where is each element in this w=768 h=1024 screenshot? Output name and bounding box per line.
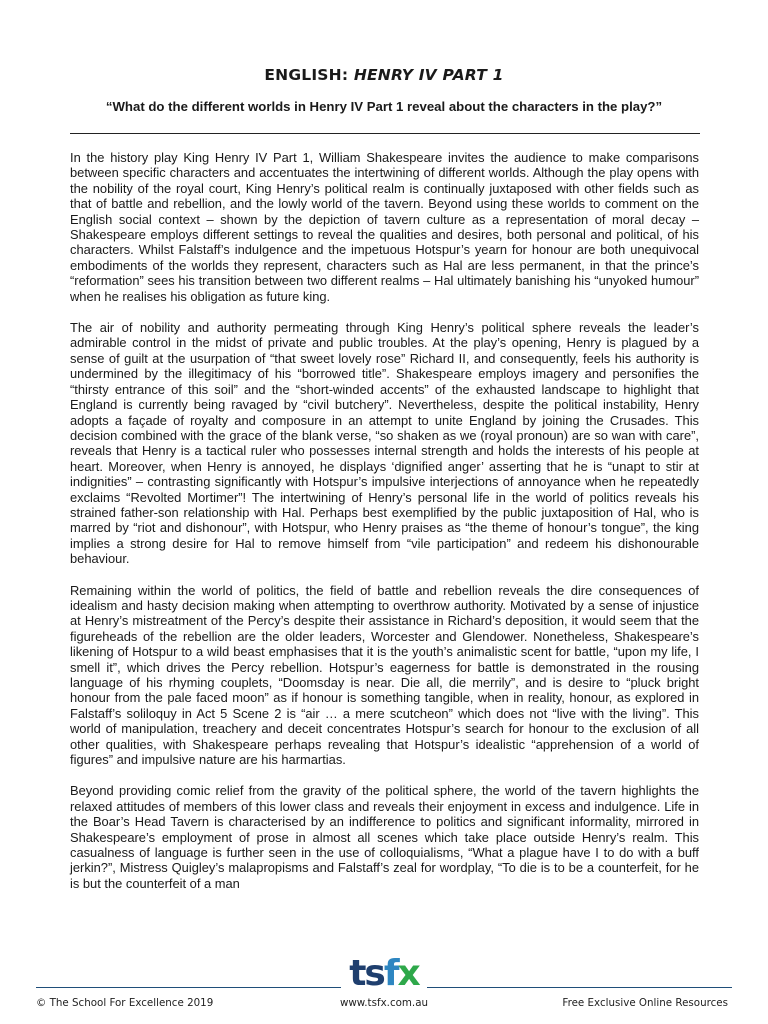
essay-body [70,150,699,907]
logo-part-x: x [397,953,419,994]
document-title [0,66,768,84]
footer-website-link[interactable]: www.tsfx.com.au [339,997,429,1009]
essay-question: “What do the different worlds in Henry IV Part 1 reveal about the characters in the play?” [105,99,663,114]
title-prefix: ENGLISH: [264,66,354,84]
paragraph-3: Remaining within the world of politics, the field of battle and rebellion reveals the dire consequences of idealism and hasty decision making when attempting to overthrow authority. Motivated by a sense of injustice at Henry’s mistreatment of the Percy’s despite their assistance in Richard’s deposition, it would seem that the figureheads of the rebellion are the older leaders, Worcester and Glendower. Nonetheless, Shakespeare’s likening of Hotspur to a wild beast emphasises that it is the youth’s animalistic scent for battle, “upon my life, I smell it”, which drives the Percy rebellion. Hotspur’s eagerness for battle is demonstrated in the rousing language of his rhyming couplets, “Doomsday is near. Die all, die merrily”, and is desire to “pluck bright honour from the pale faced moon” as if honour is something tangible, when in reality, honour, as explored in Falstaff’s soliloquy in Act 5 Scene 2 is “air … a mere scutcheon” which does not “live with the living”. This world of manipulation, treachery and deceit concentrates Hotspur’s search for honour to the exclusion of all other qualities, with Shakespeare perhaps revealing that Hotspur’s idealistic “apprehension of a world of figures” and impulsive nature are his harmartias. [70,582,699,768]
header-divider [70,133,700,134]
tsfx-logo [341,954,427,994]
footer-resources: Free Exclusive Online Resources [562,997,728,1009]
paragraph-4: Beyond providing comic relief from the gravity of the political sphere, the world of the tavern highlights the relaxed attitudes of members of this lower class and reveals their enjoyment in excess and indulgence. Life in the Boar’s Head Tavern is characterised by an indifference to politics and significant informality, mirrored in Shakespeare’s employment of prose in almost all scenes which take place outside Henry’s realm. This casualness of language is further seen in the use of colloquialisms, “What a plague have I to do with a buff jerkin?”, Mistress Quigley’s malapropisms and Falstaff’s zeal for wordplay, “To die is to be a counterfeit, for he is but the counterfeit of a man [70,783,699,891]
paragraph-1: In the history play King Henry IV Part 1, William Shakespeare invites the audience to make comparisons between specific characters and accentuates the intertwining of different worlds. Although the play opens with the nobility of the royal court, King Henry’s political realm is continually juxtaposed with other fields such as that of battle and rebellion, and the lowly world of the tavern. Beyond using these worlds to comment on the English social context – shown by the depiction of tavern culture as a representation of moral decay – Shakespeare employs different settings to reveal the qualities and desires, both personal and political, of his characters. Whilst Falstaff’s indulgence and the impetuous Hotspur’s yearn for honour are both unequivocal embodiments of the worlds they represent, characters such as Hal are less permanent, in that the prince’s “reformation” sees his transition between two different realms – Hal ultimately banishing his “unyoked humour” when he realises his obligation as future king. [70,150,699,304]
footer-copyright: © The School For Excellence 2019 [36,997,214,1009]
logo-part-ts: ts [349,953,384,994]
title-play-name: HENRY IV PART 1 [353,66,504,84]
logo-part-f: f [383,953,398,994]
paragraph-2: The air of nobility and authority permeating through King Henry’s political sphere reveals the leader’s admirable control in the midst of private and public troubles. At the play’s opening, Henry is plagued by a sense of guilt at the usurpation of “that sweet lovely rose” Richard II, and consequently, feels his authority is undermined by the illegitimacy of his “borrowed title”. Shakespeare employs imagery and personifies the “thirsty entrance of this soil” and the “short-winded accents” of the exhausted landscape to highlight that England is currently being ravaged by “civil butchery”. Nevertheless, despite the political instability, Henry adopts a façade of royalty and composure in an attempt to unite England by joining the Crusades. This decision combined with the grace of the blank verse, “so shaken as we (royal pronoun) are so wan with care”, reveals that Henry is a tactical ruler who possesses internal strength and holds the interests of his people at heart. Moreover, when Henry is annoyed, he displays ‘dignified anger’ asserting that he is “unapt to stir at indignities” – contrasting significantly with Hotspur’s impulsive interjections of annoyance when he repeatedly exclaims “Revolted Mortimer”! The intertwining of Henry’s personal life in the world of politics reveals his strained father-son relationship with Hal. Perhaps best exemplified by the public juxtaposition of Hal, who is marred by “riot and dishonour”, with Hotspur, who Henry praises as “the theme of honour’s tongue”, the king implies a strong desire for Hal to remove himself from “vile participation” and redeem his dishonourable behaviour. [70,320,699,567]
